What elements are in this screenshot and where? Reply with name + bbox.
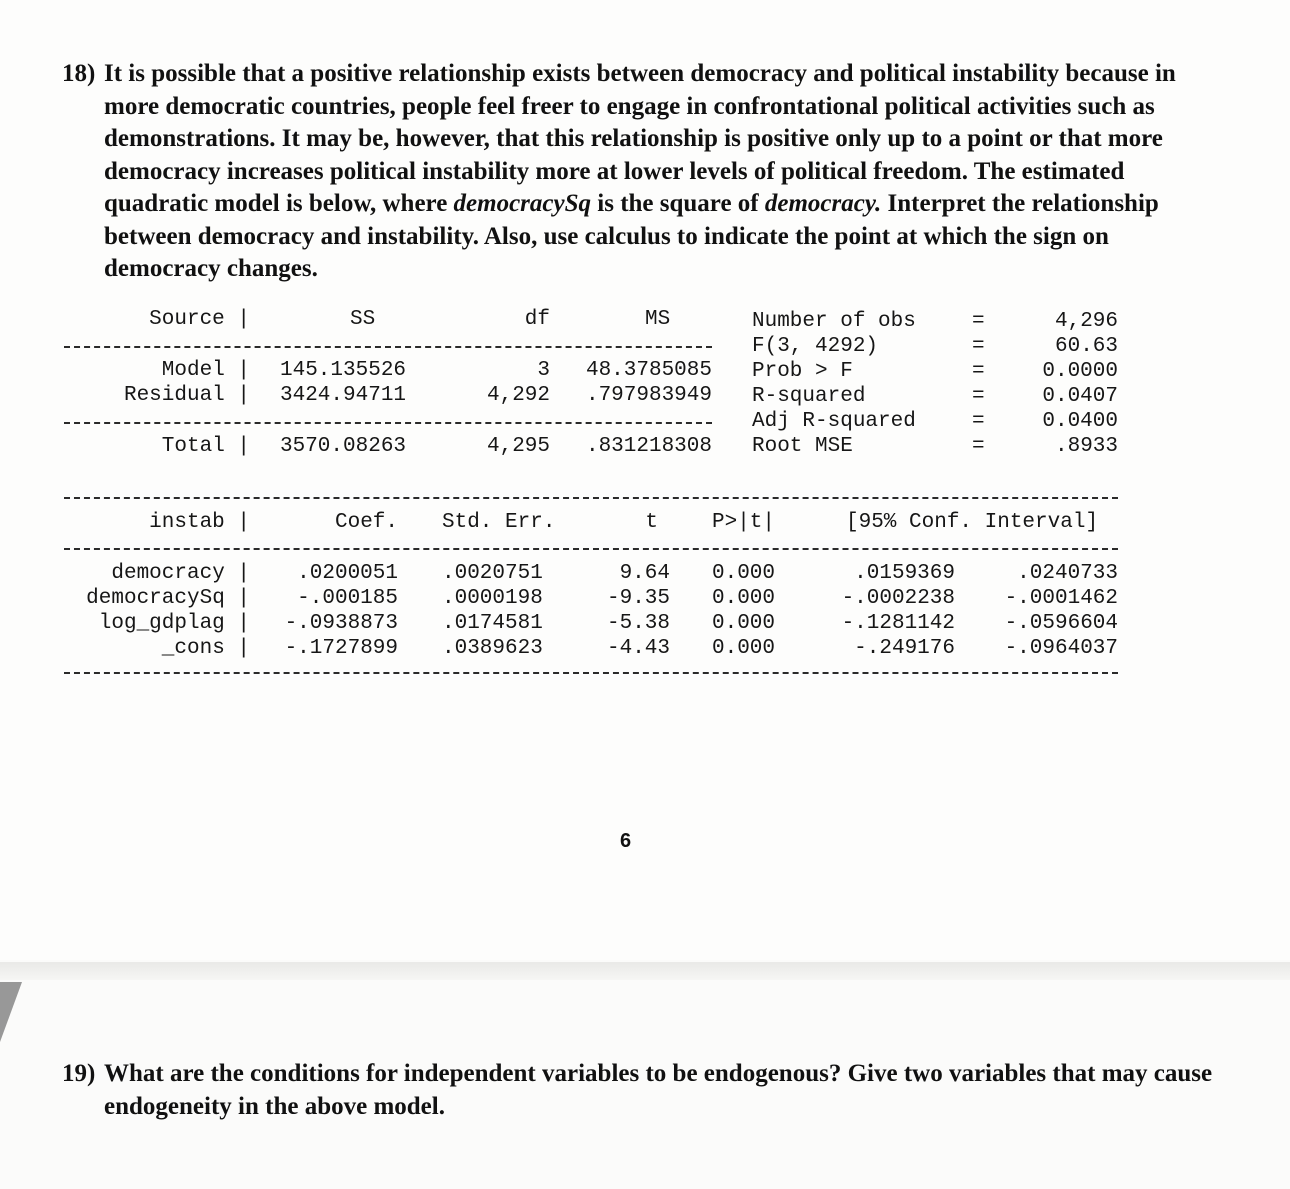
table-rule	[64, 672, 1118, 674]
question-line: demonstrations. It may be, however, that this relationship is positive only up to a point or that more	[104, 125, 1163, 152]
question-line: It is possible that a positive relationship exists between democracy and political instability because in	[104, 60, 1176, 87]
anova-df: 4,292	[486, 384, 550, 407]
coef-ci-high: -.0001462	[1004, 587, 1118, 610]
coef-header-coef: Coef.	[334, 511, 398, 534]
anova-ms: .797983949	[585, 384, 712, 407]
question-number: 19)	[62, 1060, 96, 1087]
question-line: more democratic countries, people feel freer to engage in confrontational political activities such as	[104, 92, 1155, 120]
stat-value: 0.0407	[1042, 385, 1118, 408]
stat-label: F(3, 4292)	[752, 335, 879, 358]
stat-equals: =	[972, 310, 985, 333]
coef-var: democracySq |	[86, 587, 250, 610]
coef-se: .0174581	[442, 612, 543, 635]
coef-t: -5.38	[606, 612, 670, 635]
coef-ci-high: -.0596604	[1004, 612, 1118, 635]
coef-value: -.0938873	[284, 612, 398, 635]
stat-value: .8933	[1054, 435, 1118, 458]
coef-se: .0000198	[442, 587, 543, 610]
coef-p: 0.000	[712, 562, 776, 585]
stat-label: Number of obs	[752, 310, 916, 333]
coef-var: _cons |	[161, 637, 250, 660]
table-rule	[64, 497, 1118, 499]
anova-ss: 3570.08263	[280, 435, 407, 458]
coef-header-ci: [95% Conf. Interval]	[846, 511, 1099, 534]
stat-equals: =	[972, 335, 985, 358]
stat-equals: =	[972, 385, 985, 408]
question-line: democracy increases political instability more at lower levels of political freedom. The estimated	[104, 157, 1125, 185]
question-line: What are the conditions for independent variables to be endogenous? Give two variables that may cause	[104, 1060, 1213, 1087]
stat-value: 60.63	[1054, 335, 1118, 358]
coef-header-se: Std. Err.	[442, 511, 556, 534]
coef-header-t: t	[645, 511, 658, 534]
coef-t: 9.64	[619, 562, 670, 585]
coef-p: 0.000	[712, 587, 776, 610]
anova-source: Total |	[161, 435, 250, 458]
anova-ms: 48.3785085	[585, 359, 712, 382]
coef-value: -.000185	[297, 587, 398, 610]
question-line: between democracy and instability. Also, use calculus to indicate the point at which the sign on	[104, 222, 1109, 250]
stat-label: Prob > F	[752, 360, 853, 383]
stat-label: R-squared	[752, 385, 866, 408]
anova-source: Residual |	[123, 384, 250, 407]
anova-source: Model |	[161, 359, 250, 382]
paper-scrap	[0, 982, 22, 1042]
coef-var: democracy |	[111, 562, 250, 585]
question-line: endogeneity in the above model.	[104, 1092, 445, 1120]
coef-t: -4.43	[606, 637, 670, 660]
anova-header-df: df	[524, 308, 550, 331]
coef-ci-low: -.1281142	[841, 612, 955, 635]
table-rule	[64, 346, 712, 348]
coef-se: .0389623	[442, 637, 543, 660]
coef-ci-low: .0159369	[854, 562, 955, 585]
coef-ci-high: .0240733	[1017, 562, 1118, 585]
page-number: 6	[620, 830, 632, 852]
anova-header-source: Source |	[149, 308, 250, 331]
stat-equals: =	[972, 360, 985, 383]
var-democracysq: democracySq	[453, 190, 592, 217]
anova-df: 3	[537, 359, 550, 382]
anova-header-ss: SS	[350, 308, 376, 331]
stat-value: 4,296	[1054, 310, 1118, 333]
anova-ss: 3424.94711	[280, 384, 407, 407]
coef-ci-high: -.0964037	[1004, 637, 1118, 660]
anova-header-ms: MS	[645, 308, 671, 331]
coef-value: -.1727899	[284, 637, 398, 660]
question-number: 18)	[62, 60, 96, 87]
question-line: quadratic model is below, where democracySq is the square of democracy. Interpret the relationship	[104, 190, 1159, 217]
coef-ci-low: -.0002238	[841, 587, 955, 610]
coef-header-var: instab |	[149, 511, 250, 534]
var-democracy: democracy.	[764, 190, 882, 217]
stat-label: Adj R-squared	[752, 410, 916, 433]
stat-value: 0.0400	[1042, 410, 1118, 433]
coef-ci-low: -.249176	[854, 637, 955, 660]
anova-df: 4,295	[486, 435, 550, 458]
table-rule	[64, 548, 1118, 550]
anova-ss: 145.135526	[280, 359, 407, 382]
coef-header-p: P>|t|	[712, 511, 776, 534]
coef-p: 0.000	[712, 637, 776, 660]
stat-value: 0.0000	[1042, 360, 1118, 383]
question-line: democracy changes.	[104, 255, 318, 282]
coef-t: -9.35	[606, 587, 670, 610]
table-rule	[64, 422, 712, 424]
coef-var: log_gdplag |	[98, 612, 250, 635]
stat-label: Root MSE	[752, 435, 853, 458]
stat-equals: =	[972, 410, 985, 433]
anova-ms: .831218308	[585, 435, 712, 458]
stat-equals: =	[972, 435, 985, 458]
coef-se: .0020751	[442, 562, 543, 585]
coef-value: .0200051	[297, 562, 398, 585]
page-separator	[0, 962, 1290, 980]
coef-p: 0.000	[712, 612, 776, 635]
